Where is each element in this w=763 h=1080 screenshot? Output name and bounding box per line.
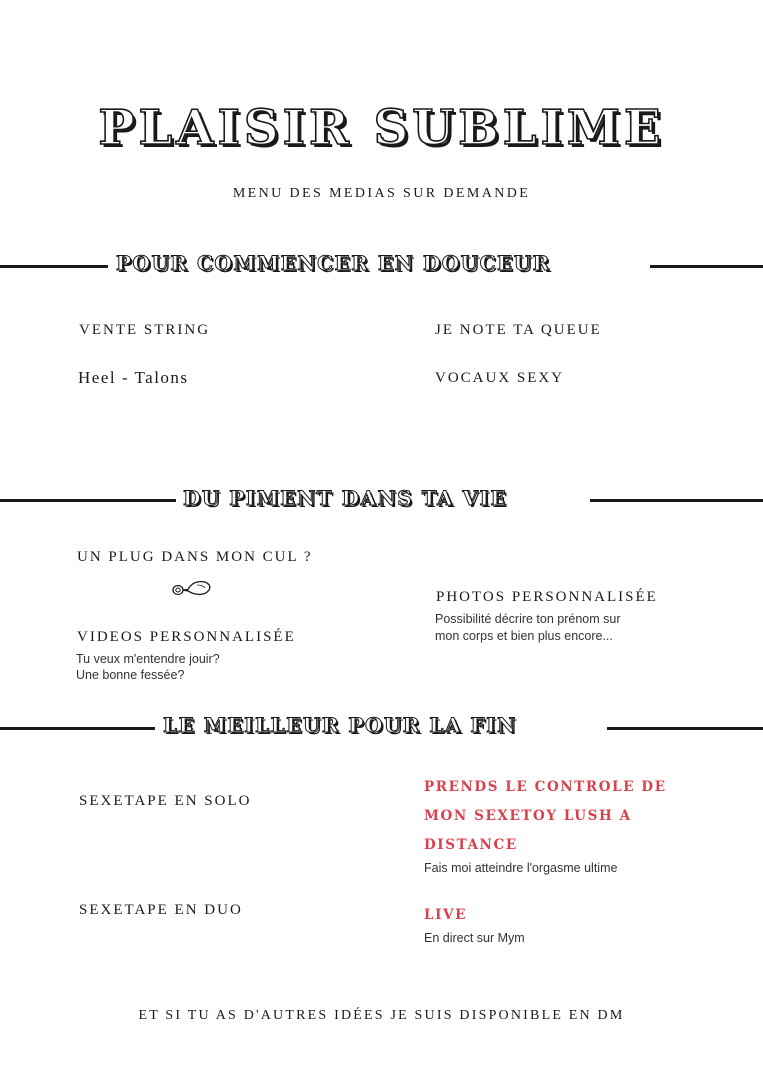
section-divider-right (590, 499, 763, 502)
menu-item-sextape-solo: SEXETAPE EN SOLO (79, 793, 252, 809)
item-description: mon corps et bien plus encore... (435, 629, 613, 643)
page-subtitle: MENU DES MEDIAS SUR DEMANDE (232, 186, 531, 201)
item-description: Fais moi atteindre l'orgasme ultime (424, 861, 618, 875)
menu-item-photos: PHOTOS PERSONNALISÉE (436, 589, 658, 605)
footer-note: ET SI TU AS D'AUTRES IDÉES JE SUIS DISPONIBLE EN DM (138, 1008, 625, 1023)
menu-item-heel-talons: Heel - Talons (78, 368, 189, 387)
menu-item-videos: VIDEOS PERSONNALISÉE (77, 629, 296, 645)
section-divider-left (0, 265, 108, 268)
menu-item-plug: UN PLUG DANS MON CUL ? (77, 549, 313, 565)
section-divider-left (0, 499, 176, 502)
menu-item-live: LIVE (424, 907, 467, 923)
page-title: PLAISIR SUBLIME (98, 100, 665, 156)
menu-item-lush-control: MON SEXETOY LUSH A (424, 808, 632, 824)
section-title-douceur: POUR COMMENCER EN DOUCEUR (116, 251, 551, 275)
item-description: Possibilité décrire ton prénom sur (435, 612, 621, 626)
menu-item-note-queue: JE NOTE TA QUEUE (435, 322, 602, 338)
section-title-piment: DU PIMENT DANS TA VIE (183, 486, 508, 510)
section-divider-right (607, 727, 763, 730)
item-description: Une bonne fessée? (76, 668, 185, 682)
menu-item-vente-string: VENTE STRING (79, 322, 211, 338)
menu-item-lush-control: PRENDS LE CONTROLE DE (424, 779, 667, 795)
item-description: En direct sur Mym (424, 931, 525, 945)
butt-plug-icon (171, 576, 213, 602)
section-title-meilleur: LE MEILLEUR POUR LA FIN (163, 713, 517, 737)
menu-item-vocaux-sexy: VOCAUX SEXY (435, 370, 565, 386)
menu-item-sextape-duo: SEXETAPE EN DUO (79, 902, 243, 918)
section-divider-right (650, 265, 763, 268)
item-description: Tu veux m'entendre jouir? (76, 652, 220, 666)
menu-item-lush-control: DISTANCE (424, 837, 518, 853)
section-divider-left (0, 727, 155, 730)
